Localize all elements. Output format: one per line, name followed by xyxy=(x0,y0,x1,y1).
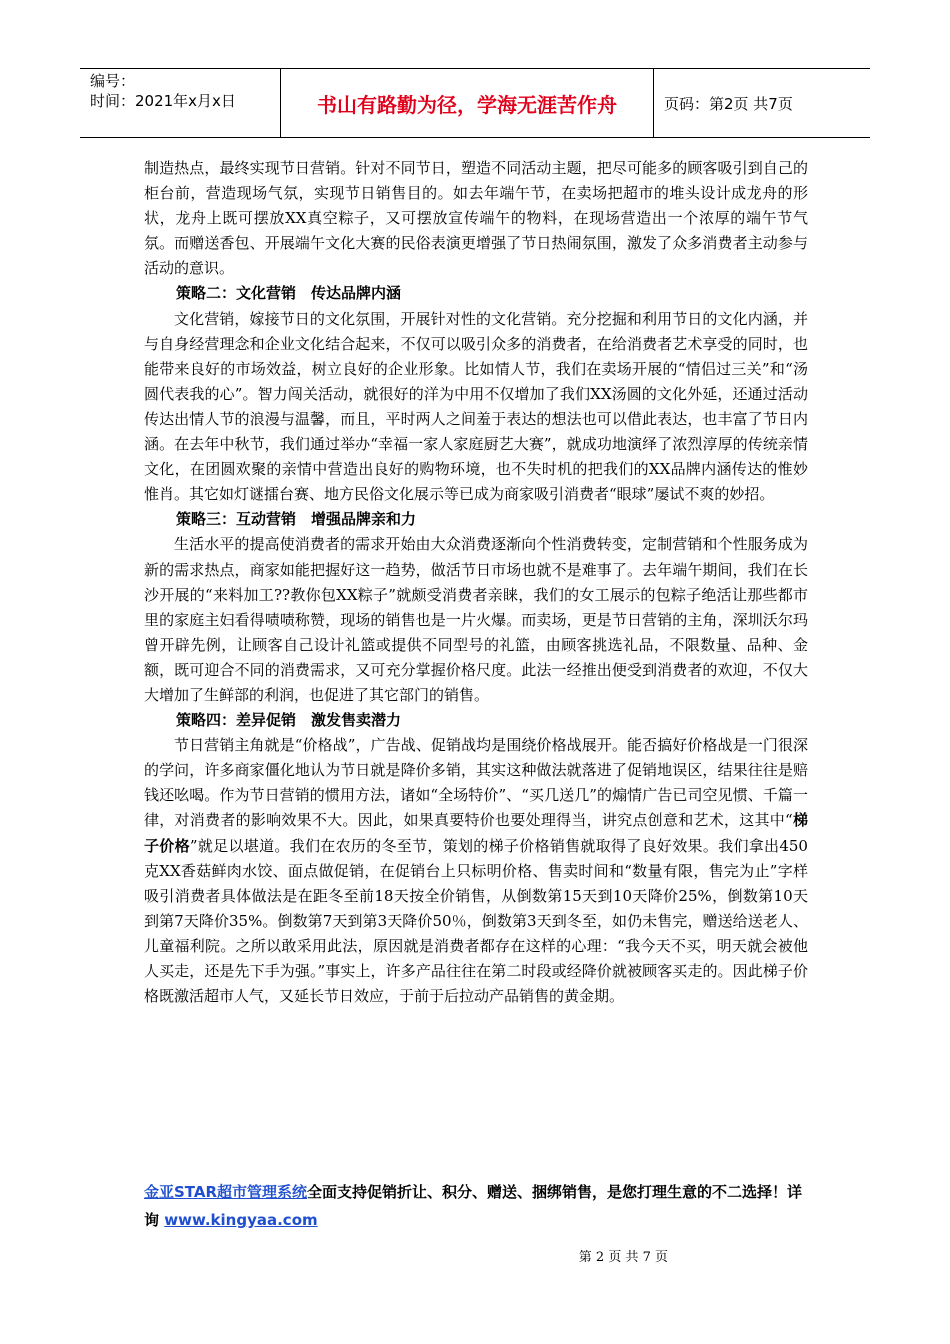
document-number-label: 编号： xyxy=(90,72,136,90)
document-body xyxy=(144,156,808,1009)
strategy-3-heading: 策略三：互动营销 增强品牌亲和力 xyxy=(176,510,417,529)
strategy-4-heading: 策略四：差异促销 激发售卖潜力 xyxy=(176,711,402,730)
strategy-4-text-a: 节日营销主角就是“价格战”，广告战、促销战均是围绕价格战展开。能否搞好价格战是一门很深的学问，许多商家僵化地认为节日就是降价多销，其实这种做法就落进了促销地误区，结果往往是赔钱还吆喝。作为节日营销的惯用方法，诸如“全场特价”、“买几送几”的煽情广告已司空见惯、千篇一律，对消费者的影响效果不大。因此，如果真要特价也要处理得当，讲究点创意和艺术，这其中“ xyxy=(144,736,808,830)
page-footer: 第 2 页 共 7 页 xyxy=(578,1250,668,1265)
header-page-label: 页码：第2页 共7页 xyxy=(664,94,793,113)
strategy-3-paragraph: 生活水平的提高使消费者的需求开始由大众消费逐渐向个性消费转变，定制营销和个性服务成为新的需求热点，商家如能把握好这一趋势，做活节日市场也就不是难事了。去年端午期间，我们在长沙开展的“来料加工??教你包XX粽子”就颇受消费者亲睐，我们的女工展示的包粽子绝活让那些都市里的家庭主妇看得啧啧称赞，现场的销售也是一片火爆。而卖场，更是节日营销的主角，深圳沃尔玛曾开辟先例，让顾客自己设计礼篮或提供不同型号的礼篮，由顾客挑选礼品，不限数量、品种、金额，既可迎合不同的消费需求，又可充分掌握价格尺度。此法一经推出便受到消费者的欢迎，不仅大大增加了生鲜部的利润，也促进了其它部门的销售。 xyxy=(144,535,808,704)
document-time-label: 时间：2021年x月x日 xyxy=(90,92,236,110)
header-meta-cell xyxy=(80,69,281,137)
advertisement xyxy=(144,1178,812,1234)
page-header xyxy=(80,68,870,138)
ad-product-link[interactable]: 金亚STAR超市管理系统 xyxy=(144,1183,308,1201)
strategy-4-text-b: ”就足以堪道。我们在农历的冬至节，策划的梯子价格销售就取得了良好效果。我们拿出450克XX香菇鲜肉水饺、面点做促销，在促销台上只标明价格、售卖时间和“数量有限，售完为止”字样吸引消费者具体做法是在距冬至前18天按全价销售，从倒数第15天到10天降价25%，倒数第10天到第7天降价35%。倒数第7天到第3天降价50％，倒数第3天到冬至，如仍未售完，赠送给送老人、儿童福利院。之所以敢采用此法，原因就是消费者都存在这样的心理：“我今天不买，明天就会被他人买走，还是先下手为强。”事实上，许多产品往往在第二时段或经降价就被顾客买走的。因此梯子价格既激活超市人气，又延长节日效应，于前于后拉动产品销售的黄金期。 xyxy=(144,836,808,1006)
ad-website-link[interactable]: www.kingyaa.com xyxy=(164,1211,318,1229)
header-motto: 书山有路勤为径，学海无涯苦作舟 xyxy=(281,69,654,137)
strategy-4-paragraph xyxy=(144,733,808,1009)
strategy-2-heading: 策略二：文化营销 传达品牌内涵 xyxy=(176,284,402,303)
ad-text: 全面支持促销折让、积分、赠送、捆绑销售，是您打理生意的不二选择！详询 xyxy=(144,1183,803,1229)
ladder-price-term: 梯子价格 xyxy=(144,811,808,855)
strategy-2-paragraph: 文化营销，嫁接节日的文化氛围，开展针对性的文化营销。充分挖掘和利用节日的文化内涵，并与自身经营理念和企业文化结合起来，不仅可以吸引众多的消费者，在给消费者艺术享受的同时，也能带来良好的市场效益，树立良好的企业形象。比如情人节，我们在卖场开展的“情侣过三关”和“汤圆代表我的心”。智力闯关活动，就很好的洋为中用不仅增加了我们XX汤圆的文化外延，还通过活动传达出情人节的浪漫与温馨，而且，平时两人之间羞于表达的想法也可以借此表达，也丰富了节日内涵。在去年中秋节，我们通过举办“幸福一家人家庭厨艺大赛”，就成功地演绎了浓烈淳厚的传统亲情文化，在团圆欢聚的亲情中营造出良好的购物环境，也不失时机的把我们的XX品牌内涵传达的惟妙惟肖。其它如灯谜擂台赛、地方民俗文化展示等已成为商家吸引消费者“眼球”屡试不爽的妙招。 xyxy=(144,309,808,504)
paragraph-continued: 制造热点，最终实现节日营销。针对不同节日，塑造不同活动主题，把尽可能多的顾客吸引到自己的柜台前，营造现场气氛，实现节日销售目的。如去年端午节，在卖场把超市的堆头设计成龙舟的形状，龙舟上既可摆放XX真空粽子，又可摆放宣传端午的物料，在现场营造出一个浓厚的端午节气氛。而赠送香包、开展端午文化大赛的民俗表演更增强了节日热闹氛围，激发了众多消费者主动参与活动的意识。 xyxy=(144,159,808,278)
